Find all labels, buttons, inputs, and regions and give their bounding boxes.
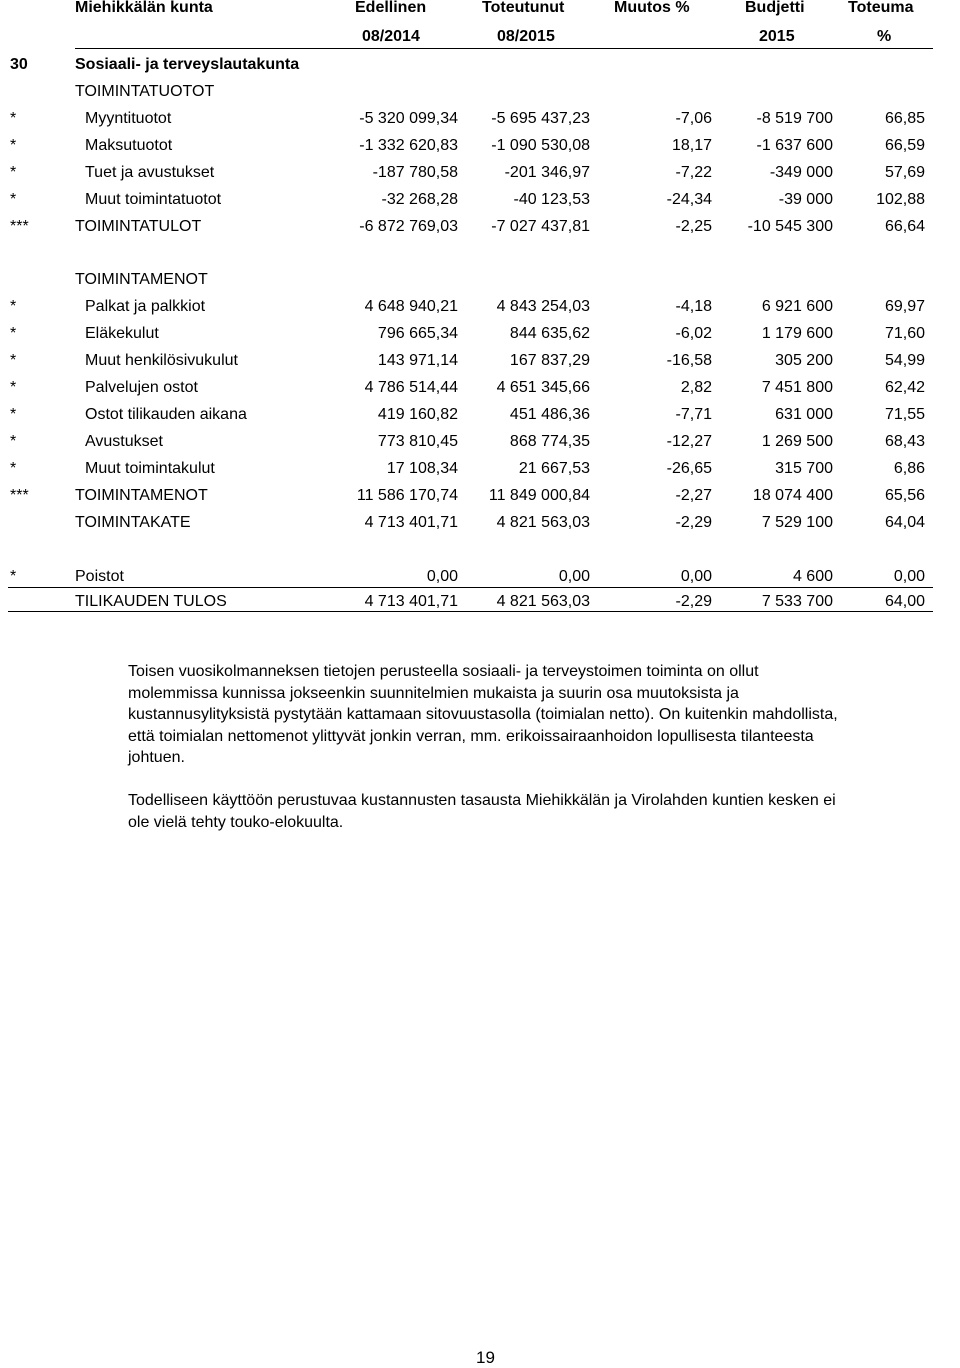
row-label: Poistot [75, 568, 124, 585]
income-total-row [0, 215, 960, 239]
expense-total-row [0, 484, 960, 508]
row-mark: * [10, 352, 17, 369]
row-label: Palvelujen ostot [85, 379, 198, 396]
cell-budget: -10 545 300 [747, 218, 833, 235]
cell-prev: 773 810,45 [377, 433, 458, 450]
row-label: Tuet ja avustukset [85, 164, 215, 181]
cell-change: -6,02 [675, 325, 712, 342]
header-prev-period: 08/2014 [362, 28, 420, 45]
cell-actual: 4 821 563,03 [496, 593, 590, 610]
row-mark: * [10, 568, 17, 585]
header-rule [75, 48, 933, 49]
cell-actual: -7 027 437,81 [491, 218, 590, 235]
cell-pct: 71,55 [884, 406, 925, 423]
cell-budget: 4 600 [792, 568, 833, 585]
cell-actual: -201 346,97 [504, 164, 590, 181]
cell-budget: 7 533 700 [761, 593, 833, 610]
table-row [0, 457, 960, 481]
row-mark: *** [10, 487, 29, 504]
page-number: 19 [476, 1348, 495, 1367]
cell-pct: 54,99 [884, 352, 925, 369]
cell-budget: 1 179 600 [761, 325, 833, 342]
row-label: TOIMINTATULOT [75, 218, 202, 235]
cell-actual: 451 486,36 [509, 406, 590, 423]
cell-budget: 7 529 100 [761, 514, 833, 531]
row-label: Maksutuotot [85, 137, 173, 154]
cell-pct: 66,64 [884, 218, 925, 235]
cell-change: -26,65 [666, 460, 712, 477]
header-actual-period: 08/2015 [497, 28, 555, 45]
paragraph-line: ole vielä tehty touko-elokuulta. [128, 813, 344, 831]
cell-change: -2,27 [675, 487, 712, 504]
cell-prev: 11 586 170,74 [356, 487, 458, 504]
result-rule-bottom [8, 611, 933, 612]
cell-prev: 17 108,34 [386, 460, 458, 477]
header-row-1 [0, 0, 960, 20]
cell-budget: 315 700 [775, 460, 833, 477]
section-title: Sosiaali- ja terveyslautakunta [75, 56, 300, 73]
cell-pct: 57,69 [884, 164, 925, 181]
row-mark: * [10, 406, 17, 423]
cell-budget: 631 000 [775, 406, 833, 423]
header-prev: Edellinen [355, 0, 427, 16]
table-row [0, 188, 960, 212]
cell-actual: -5 695 437,23 [491, 110, 590, 127]
cell-pct: 69,97 [884, 298, 925, 315]
table-row [0, 403, 960, 427]
income-heading-row [0, 80, 960, 104]
cell-prev: -5 320 099,34 [359, 110, 458, 127]
cell-actual: 4 651 345,66 [496, 379, 590, 396]
header-row-2 [0, 25, 960, 49]
cell-budget: 7 451 800 [761, 379, 833, 396]
cell-prev: -1 332 620,83 [359, 137, 458, 154]
result-rule-top [8, 587, 933, 588]
cell-change: -24,34 [666, 191, 712, 208]
cell-prev: 4 786 514,44 [364, 379, 458, 396]
row-mark: * [10, 379, 17, 396]
cell-actual: 11 849 000,84 [488, 487, 590, 504]
expense-heading: TOIMINTAMENOT [75, 271, 208, 288]
cell-actual: 167 837,29 [509, 352, 590, 369]
row-mark: * [10, 110, 17, 127]
table-row [0, 134, 960, 158]
header-percent: % [877, 28, 892, 45]
cell-pct: 62,42 [884, 379, 925, 396]
table-row [0, 376, 960, 400]
cell-prev: 419 160,82 [377, 406, 458, 423]
row-mark: * [10, 191, 17, 208]
cell-prev: 143 971,14 [377, 352, 458, 369]
row-mark: * [10, 298, 17, 315]
row-label: TILIKAUDEN TULOS [75, 593, 227, 610]
cell-change: -12,27 [666, 433, 712, 450]
cell-prev: 796 665,34 [377, 325, 458, 342]
header-change: Muutos % [614, 0, 690, 16]
paragraph-line: molemmissa kunnissa jokseenkin suunnitelmien mukaista ja suurin osa muutoksista ja [128, 684, 739, 702]
cell-change: -2,25 [675, 218, 712, 235]
cell-change: -7,06 [675, 110, 712, 127]
cell-pct: 64,04 [884, 514, 925, 531]
row-mark: * [10, 164, 17, 181]
section-number: 30 [10, 56, 28, 73]
cell-actual: 4 821 563,03 [496, 514, 590, 531]
commentary-paragraph-2 [128, 790, 960, 833]
paragraph-line: Todelliseen käyttöön perustuvaa kustannusten tasausta Miehikkälän ja Virolahden kuntien kesken ei [128, 792, 836, 809]
cell-actual: 21 667,53 [518, 460, 590, 477]
table-row [0, 322, 960, 346]
row-mark: * [10, 460, 17, 477]
table-row [0, 107, 960, 131]
expense-heading-row [0, 268, 960, 292]
cell-change: -16,58 [666, 352, 712, 369]
cell-prev: 4 713 401,71 [364, 514, 458, 531]
cell-actual: 4 843 254,03 [496, 298, 590, 315]
cell-budget: 1 269 500 [761, 433, 833, 450]
table-row [0, 430, 960, 454]
cell-pct: 66,59 [884, 137, 925, 154]
cell-change: -7,22 [675, 164, 712, 181]
cell-actual: -40 123,53 [513, 191, 590, 208]
cell-actual: 868 774,35 [509, 433, 590, 450]
row-mark: *** [10, 218, 29, 235]
row-label: Palkat ja palkkiot [85, 298, 206, 315]
cell-change: -4,18 [675, 298, 712, 315]
commentary-paragraph-1 [128, 661, 960, 769]
paragraph-line: johtuen. [128, 749, 185, 766]
cell-budget: 18 074 400 [752, 487, 833, 504]
cell-change: -7,71 [675, 406, 712, 423]
row-label: Muut toimintatuotot [85, 191, 222, 208]
row-label: Avustukset [85, 433, 163, 450]
income-heading: TOIMINTATUOTOT [75, 83, 215, 100]
cell-actual: 844 635,62 [509, 325, 590, 342]
row-label: Myyntituotot [85, 110, 172, 127]
cell-change: 2,82 [680, 379, 712, 396]
table-row [0, 161, 960, 185]
paragraph-line: kustannusylityksistä pystytään kattamaan sitovuustasolla (toimialan netto). On kuitenkin mahdollista, [128, 706, 838, 723]
section-title-row [0, 53, 960, 77]
row-label: Ostot tilikauden aikana [85, 406, 247, 423]
cell-pct: 68,43 [884, 433, 925, 450]
cell-prev: 4 713 401,71 [364, 593, 458, 610]
row-label: TOIMINTAMENOT [75, 487, 208, 504]
cell-actual: 0,00 [558, 568, 590, 585]
row-label: Muut henkilösivukulut [85, 352, 238, 369]
cell-budget: -8 519 700 [756, 110, 833, 127]
cell-prev: 0,00 [426, 568, 458, 585]
header-actual: Toteutunut [482, 0, 565, 16]
row-label: Eläkekulut [85, 325, 159, 342]
cell-pct: 0,00 [893, 568, 925, 585]
header-realization: Toteuma [848, 0, 914, 16]
cell-change: 0,00 [680, 568, 712, 585]
cell-actual: -1 090 530,08 [491, 137, 590, 154]
cell-prev: 4 648 940,21 [364, 298, 458, 315]
operating-margin-row [0, 511, 960, 535]
cell-pct: 71,60 [884, 325, 925, 342]
header-municipality: Miehikkälän kunta [75, 0, 213, 16]
cell-budget: 6 921 600 [761, 298, 833, 315]
cell-prev: -6 872 769,03 [359, 218, 458, 235]
cell-change: -2,29 [675, 514, 712, 531]
row-mark: * [10, 325, 17, 342]
cell-pct: 65,56 [884, 487, 925, 504]
cell-pct: 6,86 [893, 460, 925, 477]
depreciation-row [0, 565, 960, 589]
header-budget: Budjetti [745, 0, 805, 16]
cell-pct: 64,00 [884, 593, 925, 610]
cell-change: -2,29 [675, 593, 712, 610]
row-label: Muut toimintakulut [85, 460, 215, 477]
paragraph-line: että toimialan nettomenot ylittyvät jonkin verran, mm. erikoissairaanhoidon lopullisesta tilanteesta [128, 727, 814, 745]
table-row [0, 349, 960, 373]
cell-change: 18,17 [671, 137, 712, 154]
header-budget-year: 2015 [759, 28, 795, 45]
cell-pct: 66,85 [884, 110, 925, 127]
cell-prev: -187 780,58 [372, 164, 458, 181]
cell-budget: -349 000 [769, 164, 833, 181]
row-mark: * [10, 137, 17, 154]
row-mark: * [10, 433, 17, 450]
table-row [0, 295, 960, 319]
row-label: TOIMINTAKATE [75, 514, 191, 531]
cell-budget: 305 200 [775, 352, 833, 369]
cell-pct: 102,88 [876, 191, 925, 208]
paragraph-line: Toisen vuosikolmanneksen tietojen perusteella sosiaali- ja terveystoimen toiminta on ollut [128, 663, 759, 680]
cell-budget: -1 637 600 [756, 137, 833, 154]
cell-prev: -32 268,28 [381, 191, 458, 208]
cell-budget: -39 000 [778, 191, 833, 208]
